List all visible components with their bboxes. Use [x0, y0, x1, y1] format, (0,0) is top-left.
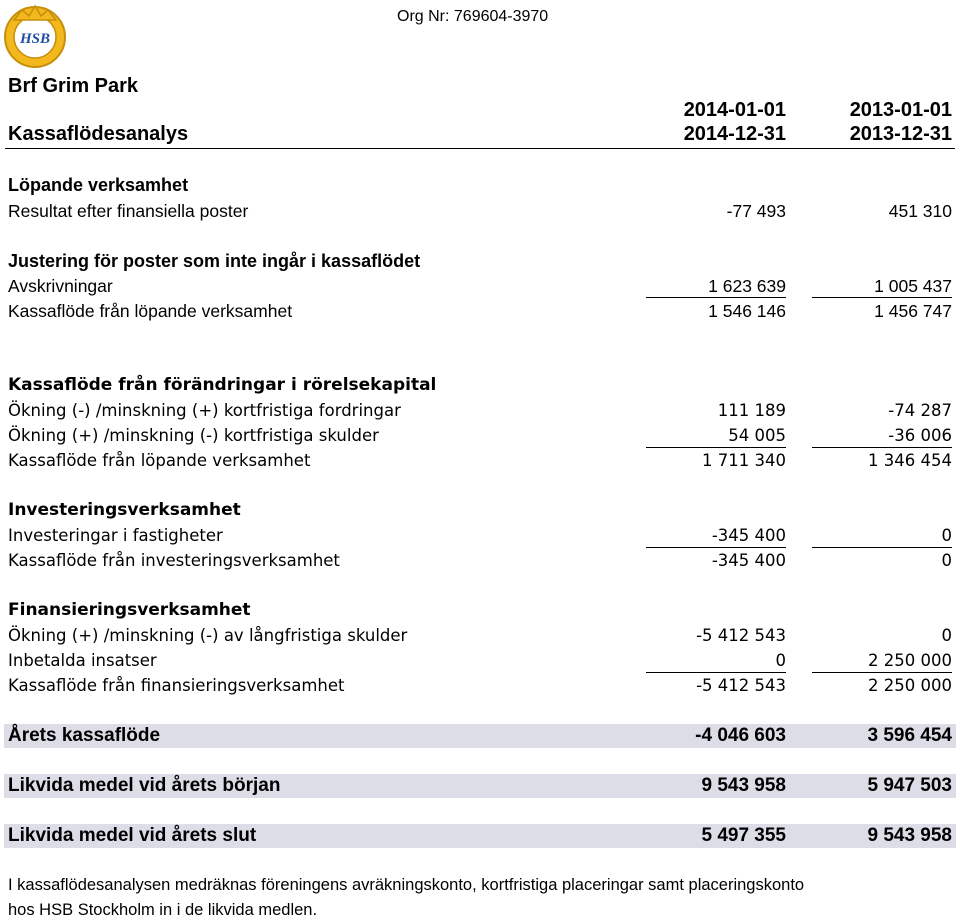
- property-investment-label: Investeringar i fastigheter: [8, 526, 223, 545]
- financing-cashflow-2014: -5 412 543: [696, 676, 786, 695]
- paid-contributions-label: Inbetalda insatser: [8, 651, 157, 670]
- header-divider: [5, 148, 955, 149]
- receivables-2014: 111 189: [717, 401, 786, 420]
- property-investment-2013: 0: [941, 526, 952, 545]
- working-capital-heading: Kassaflöde från förändringar i rörelsekapital: [8, 375, 437, 395]
- sum-line: [812, 297, 952, 298]
- investing-heading: Investeringsverksamhet: [8, 500, 241, 520]
- association-name: Brf Grim Park: [8, 75, 139, 97]
- adjustment-heading: Justering för poster som inte ingår i kassaflödet: [8, 251, 421, 271]
- financing-cashflow-2013: 2 250 000: [868, 676, 952, 695]
- financing-cashflow-label: Kassaflöde från finansieringsverksamhet: [8, 676, 345, 695]
- sum-line: [646, 672, 786, 673]
- sum-line: [646, 547, 786, 548]
- property-investment-2014: -345 400: [711, 526, 786, 545]
- sum-line: [812, 547, 952, 548]
- investing-cashflow-label: Kassaflöde från investeringsverksamhet: [8, 551, 340, 570]
- investing-cashflow-2014: -345 400: [711, 551, 786, 570]
- footnote-line-2: hos HSB Stockholm in i de likvida medlen.: [8, 901, 318, 919]
- operating-cashflow-2013: 1 456 747: [874, 301, 952, 321]
- result-label: Resultat efter finansiella poster: [8, 201, 249, 221]
- liabilities-2013: -36 006: [888, 426, 952, 445]
- cash-begin-2013: 5 947 503: [867, 775, 952, 796]
- org-number: Org Nr: 769604-3970: [397, 8, 549, 25]
- col1-end-date: 2014-12-31: [683, 123, 786, 145]
- liabilities-label: Ökning (+) /minskning (-) kortfristiga skulder: [8, 426, 379, 445]
- longterm-debt-2014: -5 412 543: [696, 626, 786, 645]
- depreciation-label: Avskrivningar: [8, 276, 113, 296]
- wc-cashflow-label: Kassaflöde från löpande verksamhet: [8, 451, 311, 470]
- sum-line: [646, 447, 786, 448]
- logo-text: HSB: [19, 31, 51, 47]
- cash-end-2013: 9 543 958: [867, 825, 952, 846]
- report-title: Kassaflödesanalys: [8, 123, 189, 145]
- investing-cashflow-2013: 0: [941, 551, 952, 570]
- receivables-2013: -74 287: [888, 401, 952, 420]
- hsb-logo: [2, 2, 68, 68]
- receivables-label: Ökning (-) /minskning (+) kortfristiga fordringar: [8, 401, 401, 420]
- sum-line: [812, 672, 952, 673]
- depreciation-2014: 1 623 639: [708, 276, 786, 296]
- year-cashflow-2014: -4 046 603: [695, 725, 786, 746]
- cash-end-label: Likvida medel vid årets slut: [8, 825, 257, 846]
- longterm-debt-2013: 0: [941, 626, 952, 645]
- col1-start-date: 2014-01-01: [683, 99, 786, 121]
- liabilities-2014: 54 005: [728, 426, 786, 445]
- operating-heading: Löpande verksamhet: [8, 175, 189, 195]
- cash-begin-label: Likvida medel vid årets början: [8, 775, 281, 796]
- footnote-line-1: I kassaflödesanalysen medräknas föreningens avräkningskonto, kortfristiga placeringar samt placeringskonto: [8, 876, 805, 894]
- wc-cashflow-2013: 1 346 454: [868, 451, 952, 470]
- result-2014: -77 493: [726, 201, 786, 221]
- paid-contributions-2013: 2 250 000: [868, 651, 952, 670]
- sum-line: [812, 447, 952, 448]
- year-cashflow-2013: 3 596 454: [867, 725, 952, 746]
- sum-line: [646, 297, 786, 298]
- longterm-debt-label: Ökning (+) /minskning (-) av långfristiga skulder: [8, 626, 408, 645]
- paid-contributions-2014: 0: [775, 651, 786, 670]
- cash-end-2014: 5 497 355: [701, 825, 786, 846]
- operating-cashflow-2014: 1 546 146: [708, 301, 786, 321]
- wc-cashflow-2014: 1 711 340: [702, 451, 786, 470]
- depreciation-2013: 1 005 437: [874, 276, 952, 296]
- col2-end-date: 2013-12-31: [849, 123, 952, 145]
- cash-begin-2014: 9 543 958: [701, 775, 786, 796]
- operating-cashflow-label: Kassaflöde från löpande verksamhet: [8, 301, 293, 321]
- financing-heading: Finansieringsverksamhet: [8, 600, 251, 620]
- col2-start-date: 2013-01-01: [849, 99, 952, 121]
- result-2013: 451 310: [888, 201, 952, 221]
- year-cashflow-label: Årets kassaflöde: [8, 725, 161, 746]
